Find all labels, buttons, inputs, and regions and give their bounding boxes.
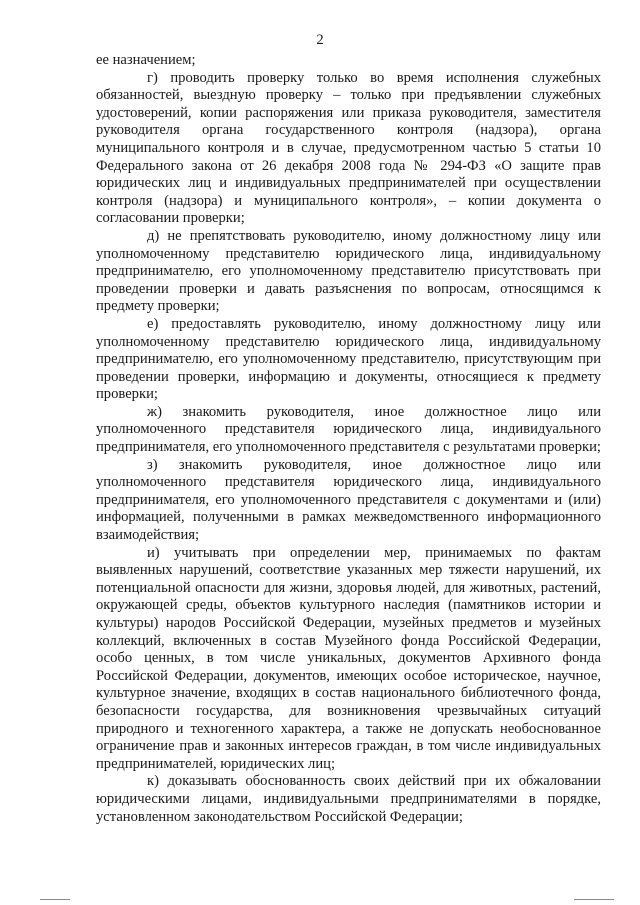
document-body	[96, 52, 601, 826]
page-number: 2	[316, 32, 324, 48]
scan-edge-mark-left	[40, 899, 70, 900]
paragraph-item-k: к) доказывать обоснованность своих действий при их обжаловании юридическими лицами, индивидуальными предпринимателями в порядке, установленном законодательством Российской Федерации;	[96, 773, 601, 825]
paragraph-item-g: г) проводить проверку только во время исполнения служебных обязанностей, выездную проверку – только при предъявлении служебных удостоверений, копии распоряжения или приказа руководителя, заместителя руководителя органа государственного контроля (надзора), органа муниципального контроля и в случае, предусмотренном частью 5 статьи 10 Федерального закона от 26 декабря 2008 года № 294-ФЗ «О защите прав юридических лиц и индивидуальных предпринимателей при осуществлении контроля (надзора) и муниципального контроля», – копии документа о согласовании проверки;	[96, 69, 601, 227]
paragraph-item-d: д) не препятствовать руководителю, иному должностному лицу или уполномоченному представителю юридического лица, индивидуальному предпринимателю, его уполномоченному представителю присутствовать при проведении проверки и давать разъяснения по вопросам, относящимся к предмету проверки;	[96, 227, 601, 315]
paragraph-item-zh: ж) знакомить руководителя, иное должностное лицо или уполномоченного представителя юридического лица, индивидуального предпринимателя, его уполномоченного представителя с результатами проверки;	[96, 403, 601, 456]
paragraph-item-z: з) знакомить руководителя, иное должностное лицо или уполномоченного представителя юридического лица, индивидуального предпринимателя, его уполномоченного представителя с документами и (или) информацией, полученными в рамках межведомственного информационного взаимодействия;	[96, 456, 601, 544]
paragraph-continuation: ее назначением;	[96, 52, 196, 68]
paragraph-item-e: е) предоставлять руководителю, иному должностному лицу или уполномоченному представителю юридического лица, индивидуальному предпринимателю, его уполномоченному представителю, присутствующим при проведении проверки, информацию и документы, относящиеся к предмету проверки;	[96, 315, 601, 403]
paragraph-item-i: и) учитывать при определении мер, принимаемых по фактам выявленных нарушений, соответствие указанных мер тяжести нарушений, их потенциальной опасности для жизни, здоровья людей, для животных, растений, окружающей среды, объектов культурного наследия (памятников истории и культуры) народов Российской Федерации, музейных предметов и музейных коллекций, включенных в состав Музейного фонда Российской Федерации, особо ценных, в том числе уникальных, документов Архивного фонда Российской Федерации, документов, имеющих особое историческое, научное, культурное значение, входящих в состав национального библиотечного фонда, безопасности государства, для возникновения чрезвычайных ситуаций природного и техногенного характера, а также не допускать необоснованное ограничение прав и законных интересов граждан, в том числе индивидуальных предпринимателей, юридических лиц;	[96, 544, 601, 772]
scan-edge-mark-right	[574, 899, 614, 900]
